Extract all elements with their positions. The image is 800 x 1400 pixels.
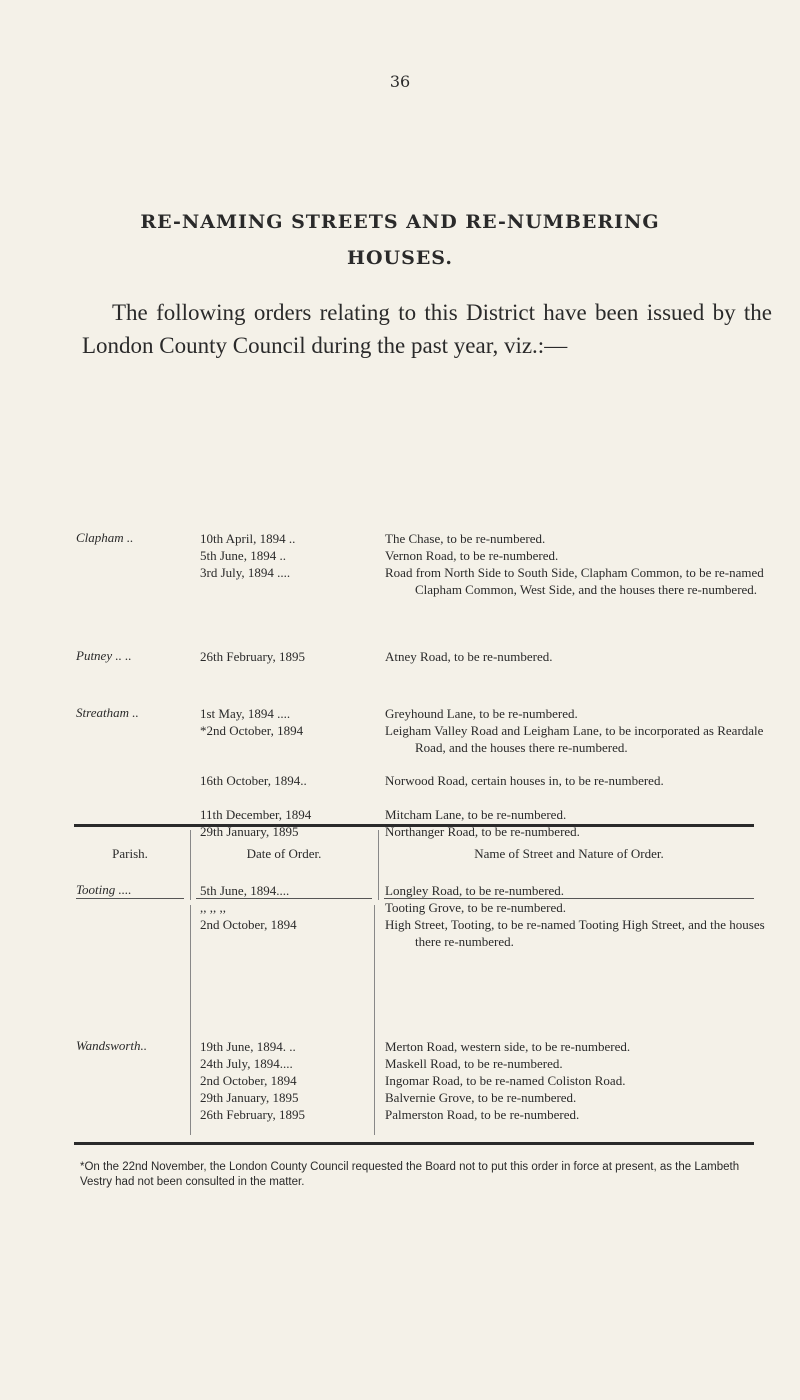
table-row: High Street, Tooting, to be re-named Tooting High Street, and the houses there re-numbered. <box>385 917 765 949</box>
table-header-date: Date of Order. <box>246 846 322 861</box>
column-divider-name <box>374 905 375 1135</box>
table-row: Leigham Valley Road and Leigham Lane, to be incorporated as Reardale Road, and the houses there re-numbered. <box>385 723 764 755</box>
title-line-1: RE-NAMING STREETS AND RE-NUMBERING <box>140 211 660 233</box>
page-number: 36 <box>389 72 411 91</box>
column-divider-date <box>190 905 191 1135</box>
table-row: Tooting Grove, to be re-numbered. <box>385 900 567 915</box>
table-row: 1st May, 1894 .... <box>200 706 291 721</box>
parish-tooting: Tooting .... <box>76 882 132 897</box>
table-row: Palmerston Road, to be re-numbered. <box>385 1107 580 1122</box>
table-row: 5th June, 1894.... <box>200 883 290 898</box>
table-row: 24th July, 1894.... <box>200 1056 293 1071</box>
table-row: 26th February, 1895 <box>200 1107 305 1122</box>
table-row: 2nd October, 1894 <box>200 917 297 932</box>
title-line-2: HOUSES. <box>347 247 453 269</box>
table-row: Greyhound Lane, to be re-numbered. <box>385 706 578 721</box>
table-row: 16th October, 1894.. <box>200 773 307 788</box>
table-header-parish: Parish. <box>112 846 148 861</box>
table-row: The Chase, to be re-numbered. <box>385 531 546 546</box>
table-header-name: Name of Street and Nature of Order. <box>474 846 664 861</box>
intro-paragraph: The following orders relating to this District have been issued by the London County Council during the past year, viz.:— <box>82 300 772 358</box>
header-underline-parish <box>76 898 184 899</box>
table-row: Atney Road, to be re-numbered. <box>385 649 553 664</box>
parish-streatham: Streatham .. <box>76 705 139 720</box>
table-row: Ingomar Road, to be re-named Coliston Road. <box>385 1073 626 1088</box>
parish-clapham: Clapham .. <box>76 530 134 545</box>
table-row: Road from North Side to South Side, Clapham Common, to be re-named Clapham Common, West Side, and the houses there re-numbered. <box>385 565 764 597</box>
table-row: 3rd July, 1894 .... <box>200 565 291 580</box>
table-row: ,, ,, ,, <box>200 900 226 915</box>
table-row: 10th April, 1894 .. <box>200 531 296 546</box>
parish-putney: Putney .. .. <box>76 648 132 663</box>
table-row: 2nd October, 1894 <box>200 1073 297 1088</box>
footnote: *On the 22nd November, the London County Council requested the Board not to put this order in force at present, as the Lambeth Vestry had not been consulted in the matter. <box>80 1161 740 1188</box>
table-row: Balvernie Grove, to be re-numbered. <box>385 1090 577 1105</box>
table-row: 5th June, 1894 .. <box>200 548 286 563</box>
header-vline-1 <box>190 830 191 900</box>
page-title <box>90 204 710 276</box>
table-bottom-rule <box>74 1142 754 1145</box>
table-row: Norwood Road, certain houses in, to be re-numbered. <box>385 773 664 788</box>
table-row: 19th June, 1894. .. <box>200 1039 296 1054</box>
table-row: 26th February, 1895 <box>200 649 305 664</box>
header-vline-2 <box>378 830 379 900</box>
table-row: Maskell Road, to be re-numbered. <box>385 1056 563 1071</box>
table-row: Northanger Road, to be re-numbered. <box>385 824 580 839</box>
table-row: 11th December, 1894 <box>200 807 312 822</box>
table-row: *2nd October, 1894 <box>200 723 304 738</box>
table-row: Merton Road, western side, to be re-numbered. <box>385 1039 631 1054</box>
table-row: 29th January, 1895 <box>200 824 299 839</box>
table-row: Longley Road, to be re-numbered. <box>385 883 565 898</box>
table-row: Vernon Road, to be re-numbered. <box>385 548 559 563</box>
table-row: 29th January, 1895 <box>200 1090 299 1105</box>
parish-wandsworth: Wandsworth.. <box>76 1038 148 1053</box>
table-row: Mitcham Lane, to be re-numbered. <box>385 807 567 822</box>
